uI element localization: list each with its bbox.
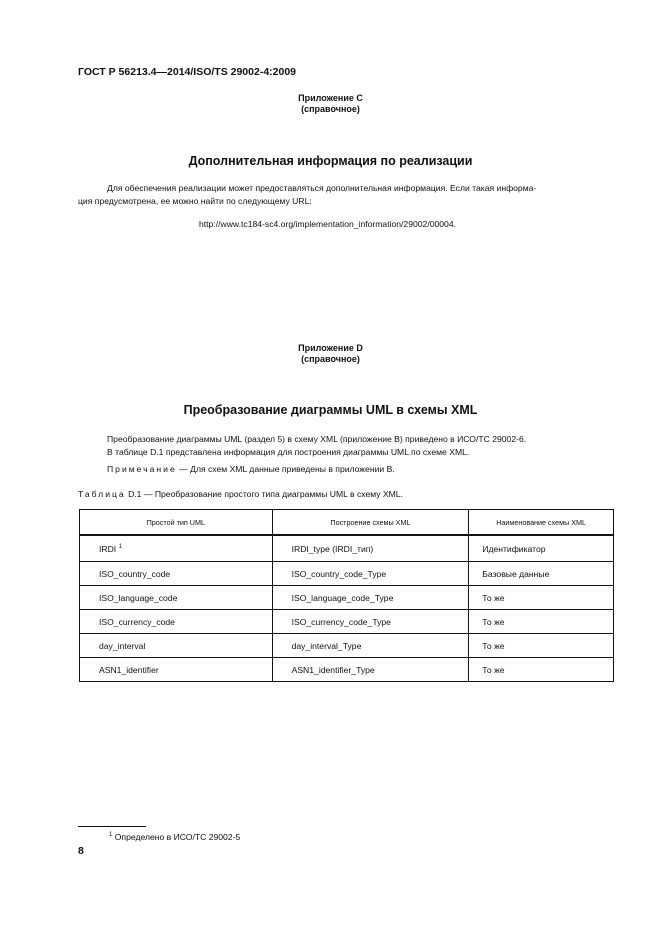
cell-uml-type (80, 535, 273, 562)
cell-uml-type-text: IRDI (99, 543, 117, 554)
annex-c-title: Дополнительная информация по реализации (188, 154, 473, 168)
page-number: 8 (78, 845, 84, 857)
table-row (80, 634, 614, 658)
table-caption (78, 488, 403, 501)
table-row (80, 610, 614, 634)
table-row (80, 586, 614, 610)
cell-uml-type: ASN1_identifier (80, 658, 273, 682)
annex-c-heading (0, 93, 661, 115)
cell-xml-name: То же (469, 586, 614, 610)
cell-uml-type: ISO_currency_code (80, 610, 273, 634)
annex-c-para-line1: Для обеспечения реализации может предоставляться дополнительная информация. Если такая информа- (107, 183, 537, 193)
cell-uml-type: ISO_language_code (80, 586, 273, 610)
cell-xml-name: То же (469, 658, 614, 682)
cell-xml-construction: IRDI_type (IRDI_тип) (272, 535, 469, 562)
annex-c-url[interactable]: http://www.tc184-sc4.org/implementation_information/29002/00004. (199, 219, 457, 229)
annex-c-status: (справочное) (301, 104, 360, 114)
header-xml-name: Наименование схемы XML (469, 510, 614, 536)
cell-xml-construction: ISO_currency_code_Type (272, 610, 469, 634)
annex-d-para-line2: В таблице D.1 представлена информация для построения диаграммы UML по схеме XML. (107, 446, 470, 457)
cell-xml-name: То же (469, 610, 614, 634)
table-label: Таблица (78, 489, 126, 499)
table-row (80, 658, 614, 682)
cell-xml-construction: ASN1_identifier_Type (272, 658, 469, 682)
table-row (80, 535, 614, 562)
annex-d-label: Приложение D (298, 343, 363, 353)
document-header: ГОСТ Р 56213.4—2014/ISO/TS 29002-4:2009 (78, 66, 297, 78)
annex-c-para-line2: ция предусмотрена, ее можно найти по следующему URL: (78, 195, 312, 206)
annex-d-paragraph (107, 433, 627, 458)
uml-xml-table (79, 509, 614, 682)
header-uml-type: Простой тип UML (80, 510, 273, 536)
cell-uml-type: day_interval (80, 634, 273, 658)
table-header-row (80, 510, 614, 536)
footnote-divider (78, 826, 146, 827)
cell-xml-construction: ISO_language_code_Type (272, 586, 469, 610)
footnote-marker: 1 (118, 543, 122, 550)
footnote-mark: 1 (109, 832, 113, 838)
footnote-text: Определено в ИСО/ТС 29002-5 (112, 832, 241, 842)
header-xml-construction: Построение схемы XML (272, 510, 469, 536)
annex-c-paragraph (78, 182, 618, 207)
cell-uml-type: ISO_country_code (80, 562, 273, 586)
annex-c-label: Приложение C (298, 93, 363, 103)
annex-d-heading (0, 343, 661, 365)
note-text: — Для схем XML данные приведены в приложении B. (176, 464, 395, 474)
cell-xml-construction: ISO_country_code_Type (272, 562, 469, 586)
footnote (109, 832, 240, 842)
cell-xml-name: Идентификатор (469, 535, 614, 562)
table-row (80, 562, 614, 586)
note-label: Примечание (107, 464, 177, 474)
cell-xml-construction: day_interval_Type (272, 634, 469, 658)
annex-d-status: (справочное) (301, 354, 360, 364)
cell-xml-name: То же (469, 634, 614, 658)
annex-d-note (107, 463, 395, 476)
cell-xml-name: Базовые данные (469, 562, 614, 586)
table-caption-text: D.1 — Преобразование простого типа диаграммы UML в схему XML. (125, 489, 403, 499)
annex-d-para-line1: Преобразование диаграммы UML (раздел 5) в схему XML (приложение B) приведено в ИСО/ТС 29002-6. (107, 434, 527, 444)
annex-d-title: Преобразование диаграммы UML в схемы XML (183, 403, 478, 417)
